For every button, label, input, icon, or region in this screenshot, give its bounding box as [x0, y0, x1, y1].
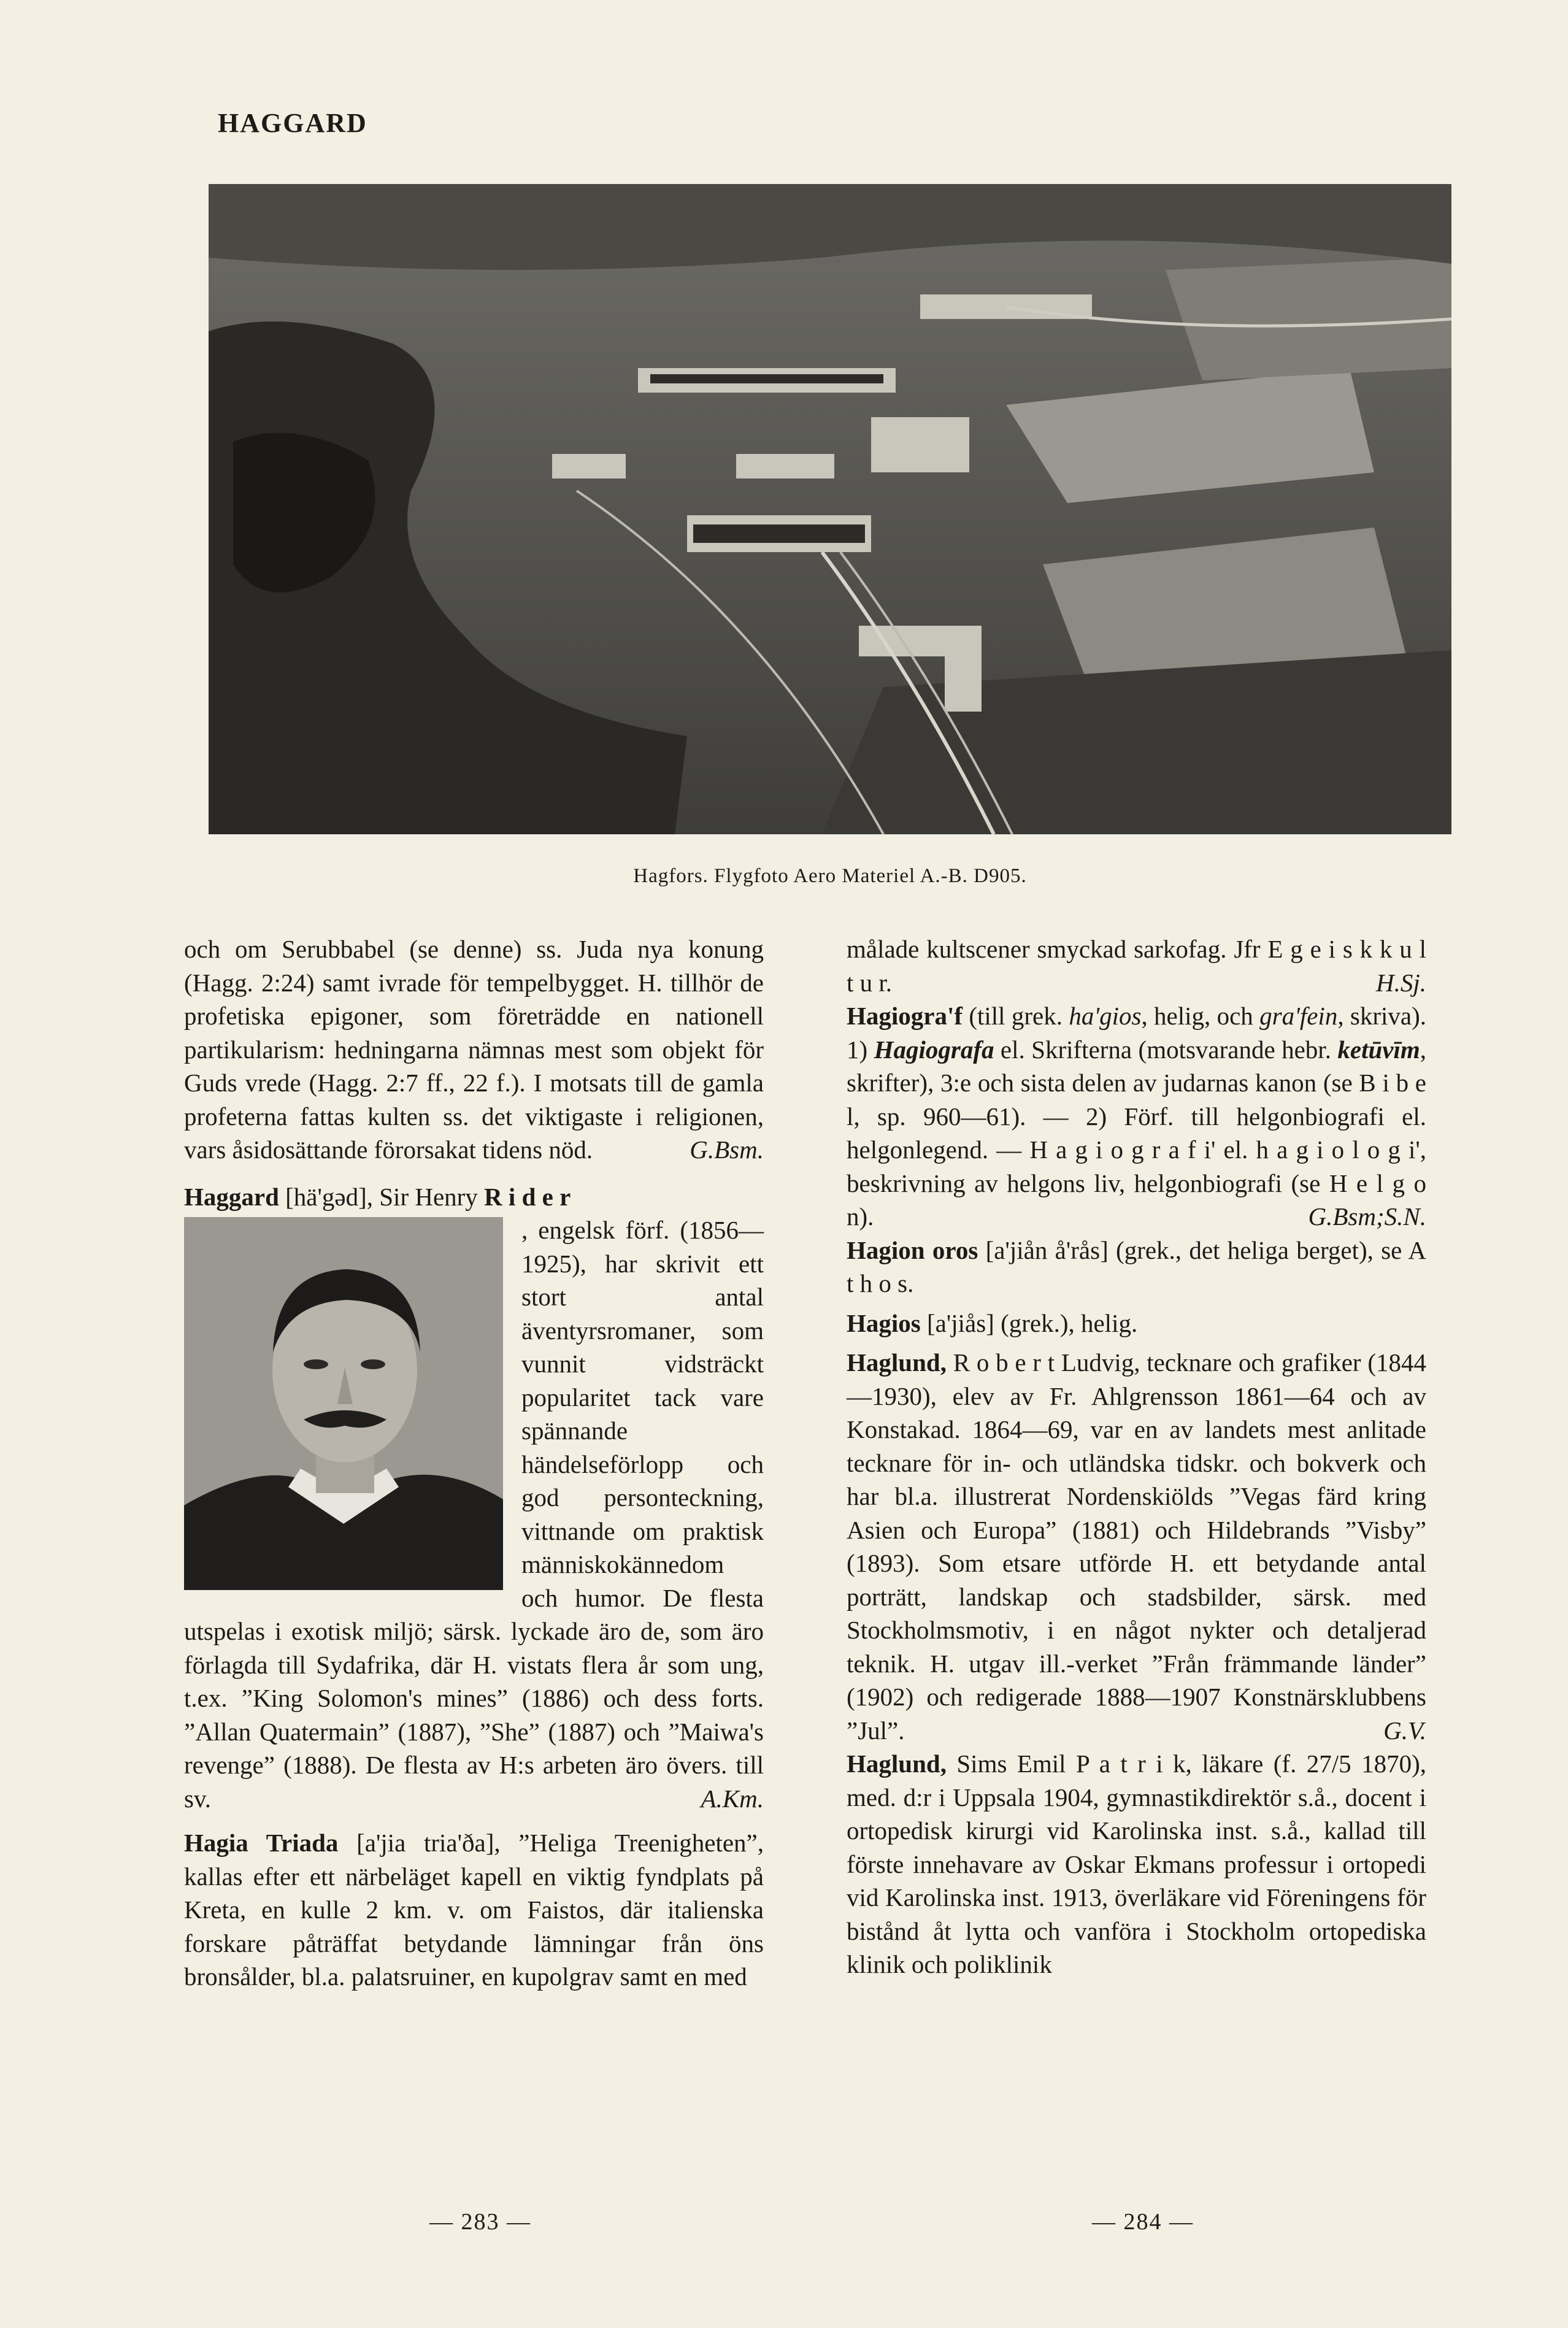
- hagiograf-word-hagiografa: Hagiografa: [874, 1035, 994, 1064]
- aerial-photo-hagfors: [209, 184, 1451, 834]
- entry-hagios: [847, 1307, 1426, 1340]
- hagiograf-text-b: , helig, och: [1141, 1002, 1260, 1030]
- haggard-pronunciation: [hä'gəd], Sir Henry: [285, 1182, 478, 1211]
- hagiograf-headword: Hagiogra'f: [847, 1002, 963, 1030]
- hagiograf-signature: G.Bsm;S.N.: [1308, 1202, 1426, 1231]
- entry-hagiograf: [847, 999, 1426, 1234]
- haggai-signature: G.Bsm.: [690, 1135, 764, 1164]
- oros-headword: Hagion oros: [847, 1235, 978, 1264]
- triada-cont-text: målade kultscener smyckad sarkofag. Jfr: [847, 935, 1261, 963]
- triada-signature: H.Sj.: [1376, 968, 1426, 997]
- hagios-headword: Hagios: [847, 1308, 921, 1337]
- hagiograf-word-hagios: ha'gios: [1069, 1002, 1142, 1030]
- haglund-robert-signature: G.V.: [1383, 1716, 1426, 1745]
- entry-triada-continued: [847, 932, 1426, 999]
- entry-haglund-robert: [847, 1346, 1426, 1747]
- hagiograf-text-d: el. Skrifterna (motsvarande hebr.: [994, 1035, 1338, 1064]
- entry-haggai-continued: [184, 932, 764, 1167]
- entry-haglund-patrik: [847, 1747, 1426, 1981]
- page-number-left: — 283 —: [429, 2209, 531, 2235]
- portrait-haggard: [184, 1217, 503, 1590]
- hagiograf-text-e: , skrifter), 3:e och sista delen av judarnas kanon (se B i b e l, sp. 960—61). — 2) Förf. till helgonbiografi el. helgonlegend. — H a g i o g r a f i' el. h a g i o l o g i', beskrivning av helgons liv, helgonbiografi (se H e l g o n).: [847, 1035, 1426, 1231]
- entry-hagia-triada: [184, 1826, 764, 1994]
- triada-headword: Hagia Triada: [184, 1829, 339, 1857]
- hagiograf-text-a: (till grek.: [963, 1002, 1069, 1030]
- photo-caption: Hagfors. Flygfoto Aero Materiel A.-B. D905.: [633, 865, 1027, 887]
- haglund-patrik-body: Sims Emil P a t r i k, läkare (f. 27/5 1870), med. d:r i Uppsala 1904, gymnastikdirektör s.å., docent i ortopedisk kirurgi vid Karolinska inst. s.å., kallad till förste innehavare av Oskar Ekmans professur i ortopedi vid Karolinska inst. 1913, överläkare vid Föreningens för bistånd åt lytta och vanföra i Stockholm ortopediska klinik och poliklinik: [847, 1750, 1426, 1978]
- page-number-right: — 284 —: [1092, 2209, 1194, 2235]
- triada-cont-ref: E g e i s k k u l t u r.: [847, 935, 1426, 997]
- haglund-patrik-headword: Haglund,: [847, 1750, 947, 1778]
- hagiograf-word-grafein: gra'fein: [1259, 1002, 1338, 1030]
- hagiograf-text-c: , skriva). 1): [847, 1002, 1427, 1064]
- hagiograf-word-ketuvim: ketūvīm: [1337, 1035, 1420, 1064]
- haggai-text: och om Serubbabel (se denne) ss. Juda nya konung (Hagg. 2:24) samt ivrade för tempelbygget. H. tillhör de profetiska epigoner, som företrädde en nationell partikularism: hedningarna nämnas mest som objekt för Guds vrede (Hagg. 2:7 ff., 22 f.). I motsats till de gamla profeterna fattas kulten ss. det viktigaste i religionen, vars åsidosättande förorsakat tidens nöd.: [184, 935, 764, 1164]
- right-column: [847, 932, 1426, 1981]
- haggard-signature: A.Km.: [701, 1784, 764, 1813]
- haglund-robert-body: R o b e r t Ludvig, tecknare och grafiker (1844—1930), elev av Fr. Ahlgrensson 1861—64 och av Konstakad. 1864—69, var en av landets mest anlitade tecknare för in- och utländska tidskr. och bokverk och har bl.a. illustrerat Nordenskiölds ”Vegas färd kring Asien och Europa” (1881) och Hildebrands ”Visby” (1893). Som etsare utförde H. ett betydande antal porträtt, landskap och stadsbilder, särsk. med Stockholmsmotiv, i en något nykter och detaljerad teknik. H. utgav ill.-verket ”Från främmande länder” (1902) och redigerade 1888—1907 Konstnärsklubbens ”Jul”.: [847, 1348, 1426, 1745]
- page-header: HAGGARD: [218, 108, 367, 138]
- haggard-headword: Haggard: [184, 1182, 279, 1211]
- hagios-body: [a'jiås] (grek.), helig.: [920, 1308, 1138, 1337]
- entry-hagion-oros: [847, 1234, 1426, 1300]
- entry-haggard: [184, 1180, 764, 1214]
- haggard-rider: R i d e r: [484, 1182, 571, 1211]
- triada-body: [a'jia tria'ða], ”Heliga Treenigheten”, kallas efter ett närbeläget kapell en viktig fyndplats på Kreta, en kulle 2 km. v. om Faistos, där italienska forskare påträffat betydande lämningar från öns bronsålder, bl.a. palatsruiner, en kupolgrav samt en med: [184, 1829, 764, 1991]
- haggard-body-text: , engelsk förf. (1856—1925), har skrivit ett stort antal äventyrsromaner, som vunnit vidsträckt popularitet tack vare spännande händelseförlopp och god personteckning, vittnande om praktisk människokännedom och humor. De flesta utspelas i exotisk miljö; särsk. lyckade äro de, som äro förlagda till Sydafrika, där H. vistats flera år som ung, t.ex. ”King Solomon's mines” (1886) och dess forts. ”Allan Quatermain” (1887), ”She” (1887) och ”Maiwa's revenge” (1888). De flesta av H:s arbeten äro övers. till sv.: [184, 1216, 764, 1813]
- oros-body: [a'jiån å'rås] (grek., det heliga berget), se A t h o s.: [847, 1235, 1427, 1297]
- left-column: [184, 932, 764, 1994]
- haglund-robert-headword: Haglund,: [847, 1348, 947, 1377]
